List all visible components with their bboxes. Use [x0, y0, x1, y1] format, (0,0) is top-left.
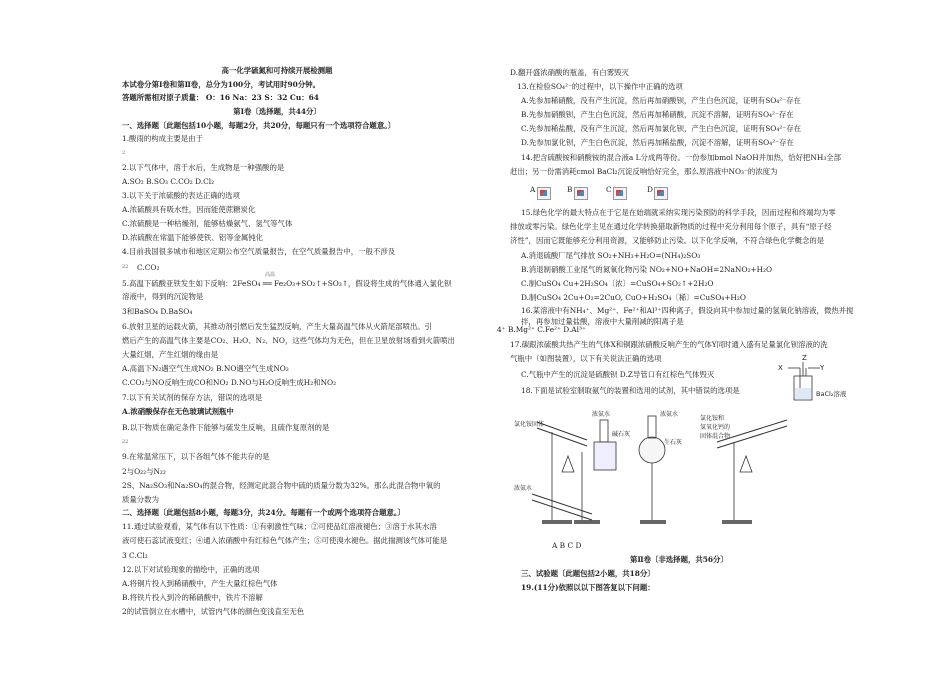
left-line: 答题所需相对原子质量： O：16 Na：23 S：32 Cu：64: [122, 93, 319, 102]
svg-text:浓氨水: 浓氨水: [514, 485, 533, 492]
right-line: 18.下面是试验室制取氨气的装置和选用的试剂，其中错误的选项是: [521, 386, 740, 395]
left-line: 9.在常温常压下，以下各组气体不能共存的是: [122, 452, 270, 461]
right-line: C.先参加稀盐酸，没有产生沉淀，然后再加氯化钡，产生白色沉淀，证明有SO₄²⁻存在: [521, 124, 801, 133]
svg-text:浓氨水: 浓氨水: [660, 411, 679, 418]
left-line: 1.酸雨的构成主要是由于: [122, 134, 203, 143]
left-line: 大量红烟，产生红烟的缘由是: [122, 350, 219, 359]
left-line: 2.以下气体中，溶于水后，生成物是一种强酸的是: [122, 163, 285, 172]
left-line: 12.以下对试验现象的描绘中，正确的选项: [122, 565, 260, 574]
left-line: 高一化学硫氮和可持续开展检测题: [221, 66, 333, 75]
label-y: Y: [820, 364, 825, 372]
left-line: 22: [122, 264, 129, 270]
right-line: 13.在检验SO₄²⁻的过程中，以下操作中正确的选项: [517, 82, 683, 91]
left-line: 4.目前我国很多城市和地区定期公布空气质量报告，在空气质量报告中，一般不涉及: [122, 247, 396, 256]
right-line: 19.(11分)依照以以下图答复以下问题：: [521, 583, 655, 592]
right-line: 济性”，因而它既能够充分利用资源，又能够防止污染。以下化学反响，不符合绿色化学概念的是: [510, 236, 825, 245]
right-line: 4⁺ B.Mg²⁺ C.Fe²⁺ D.Al³⁺: [497, 325, 586, 334]
left-line: 5.高温下硫酸亚铁发生如下反响：2FeSO₄ ══ Fe₂O₃+SO₂↑+SO₃↑，假设将生成的气体通入氯化钡: [122, 279, 452, 288]
right-line: A B C D: [552, 541, 582, 550]
right-line: C.气瓶中产生的沉淀是硫酸钡 D.Z导管口有红棕色气体毁灭: [521, 370, 715, 379]
left-line: 本试卷分第Ⅰ卷和第Ⅱ卷，总分为100分，考试用时90分钟。: [122, 80, 320, 89]
label-x: X: [778, 364, 783, 372]
right-line: C: [606, 185, 612, 194]
left-line: A.浓硫酸具有吸水性，因而能使蔗糖炭化: [122, 205, 256, 214]
right-line: 第Ⅱ卷〔非选择题，共56分〕: [630, 555, 728, 564]
q14-option-a-image: [537, 187, 551, 200]
right-line: 三、试验题〔此题包括2小题，共18分〕: [521, 569, 655, 578]
left-line: A.浓硝酸保存在无色玻璃试剂瓶中: [122, 407, 234, 416]
left-line: 一、选择题〔此题包括10小题，每题2分，共20分，每题只有一个选项符合题意。〕: [122, 121, 396, 130]
label-z: Z: [802, 354, 807, 362]
q14-option-c-image: [613, 187, 627, 200]
left-line: 2与O₂₂与N₂₂: [122, 467, 166, 476]
svg-text:浓氨水: 浓氨水: [592, 411, 611, 418]
right-line: D.翻开盛浓硝酸的瓶盖，有白雾毁灭: [510, 68, 629, 77]
left-line: 2: [122, 150, 126, 156]
left-line: C.CO₂与NO反响生成CO和NO₂ D.NO与H₂O反响生成H₂和NO₂: [122, 378, 337, 387]
left-line: 2的试管倒立在水槽中，试管内气体的颜色变浅直至无色: [122, 607, 305, 616]
right-line: 赶出；另一份需消耗cmol BaCl₂沉淀反响恰好完全，那么原溶液中NO₃⁻的浓度为: [510, 167, 778, 176]
left-line: 质量分数为: [122, 495, 159, 504]
right-line: 16.某溶液中有NH₄⁺、Mg²⁺、Fe²⁺和Al³⁺四种离子，假设向其中参加过量的氢氧化钠溶液，微热并搅: [521, 306, 854, 315]
right-line: C.制CuSO₄ Cu+2H₂SO₄〔浓〕=CuSO₄+SO₂↑+2H₂O: [521, 279, 714, 288]
right-line: D.先参加氯化钡，产生白色沉淀，然后再加稀盐酸，沉淀不溶解，证明有SO₄²⁻存在: [521, 138, 794, 147]
left-line: 3和BaSO₄ D.BaSO₄: [122, 307, 193, 316]
svg-text:固体混合物: 固体混合物: [700, 433, 731, 440]
left-line: A.将铜片投入到稀硝酸中，产生大量红棕色气体: [122, 579, 278, 588]
right-line: A.先参加稀硝酸，没有产生沉淀，然后再加硝酸钡，产生白色沉淀，证明有SO₄²⁻存在: [521, 96, 801, 105]
q17-apparatus-figure: [770, 352, 860, 407]
reagent-label: BaCl₂溶液: [816, 390, 847, 398]
left-line: 6.放射卫星的运载火箭，其推动剂引燃后发生猛烈反响，产生大量高温气体从火箭尾部喷出。引: [122, 322, 433, 331]
right-line: B.消退制硝酸工业尾气的氮氧化物污染 NO₂+NO+NaOH=2NaNO₂+H₂O: [521, 265, 773, 274]
right-line: 15.绿色化学的最大特点在于它是在始端就采纳实现污染预防的科学手段，因而过程和终端均为零: [521, 208, 836, 217]
q14-option-d-image: [654, 187, 668, 200]
left-line: 高温: [265, 272, 276, 278]
left-line: 3 C.Cl₂: [122, 551, 148, 560]
left-line: 11.通过试验观看，某气体有以下性质：①有刺激性气味；②可使品红溶液褪色；③溶于水其水溶: [122, 522, 437, 531]
right-line: A: [530, 185, 536, 194]
right-line: 17.碳跟浓硫酸共热产生的气体X和铜跟浓硝酸反响产生的气体Y同时通入盛有足量氯化钡溶液的洗: [510, 340, 828, 349]
left-line: 22: [122, 439, 129, 445]
left-line: 溶液中，得到的沉淀物是: [122, 292, 204, 301]
q18-apparatus-figure: [512, 402, 802, 545]
right-line: 拌，再参加过量盐酸，溶液中大量削减的阳离子是: [521, 317, 684, 326]
left-line: 二、选择题〔此题包括8小题，每题3分，共24分。每题有一个或两个选项符合题意。〕: [122, 508, 405, 517]
right-line: B: [567, 185, 573, 194]
svg-text:碱石灰: 碱石灰: [612, 431, 631, 438]
left-line: 7.以下有关试剂的保存方法，错误的选项是: [122, 393, 263, 402]
svg-text:氯化铵固体: 氯化铵固体: [514, 421, 545, 428]
right-line: 排放或零污染。绿色化学主见在通过化学转换猎取新物质的过程中充分利用每个原子，具有“原子经: [510, 222, 832, 231]
left-line: B.将铁片投入到冷的稀硝酸中，铁片不溶解: [122, 593, 263, 602]
left-line: D.浓硫酸在常温下能够使铁、铝等金属钝化: [122, 233, 264, 242]
left-line: 2S、Na₂SO₃和Na₂SO₄的混合物，经测定此混合物中硫的质量分数为32%。那么此混合物中氧的: [122, 481, 441, 490]
left-line: A.高温下N₂遇空气生成NO₂ B.NO遇空气生成NO₂: [122, 364, 289, 373]
left-line: 液可使石蕊试液变红；④通入浓硝酸中有红棕色气体产生；⑤可使溴水褪色。据此揣测该气体可能是: [122, 536, 448, 545]
svg-text:氢氧化钙的: 氢氧化钙的: [700, 424, 731, 431]
right-line: D.制CuSO₄ 2Cu+O₂=2CuO, CuO+H₂SO₄〔稀〕=CuSO₄+H₂O: [521, 293, 746, 302]
right-line: 气瓶中（如图装置），以下有关说法正确的选项: [510, 354, 662, 363]
q14-option-b-image: [574, 187, 588, 200]
right-line: B.先参加硝酸钡，产生白色沉淀，然后再加稀硝酸，沉淀不溶解，证明有SO₄²⁻存在: [521, 110, 794, 119]
svg-text:生石灰: 生石灰: [664, 439, 683, 446]
right-line: D: [647, 185, 653, 194]
left-line: C.浓硫酸是一种枯燥剂，能够枯燥氨气、氢气等气体: [122, 219, 293, 228]
left-line: 3.以下关于浓硫酸的表达正确的选项: [122, 191, 240, 200]
left-line: A.SO₂ B.SO₃ C.CO₂ D.Cl₂: [122, 177, 215, 186]
left-line: B.以下物质在确定条件下能够与硫发生反响，且硫作复原剂的是: [122, 423, 330, 432]
svg-text:氯化铵和: 氯化铵和: [700, 415, 725, 422]
left-line: 第Ⅰ卷〔选择题，共44分〕: [233, 107, 321, 116]
right-line: 14.把含硫酸铵和硝酸铵的混合液a L分成两等份。一份参加bmol NaOH并加热，恰好把NH₃全部: [521, 153, 842, 162]
left-line: C.CO₂: [137, 263, 160, 272]
right-line: A.消退硫酸厂尾气排放 SO₂+NH₃+H₂O=(NH₄)₂SO₃: [521, 251, 701, 260]
left-line: 燃后产生的高温气体主要是CO₂、H₂O、N₂、NO，这些气体均为无色，但在卫星放射场看到火箭喷出: [122, 336, 455, 345]
